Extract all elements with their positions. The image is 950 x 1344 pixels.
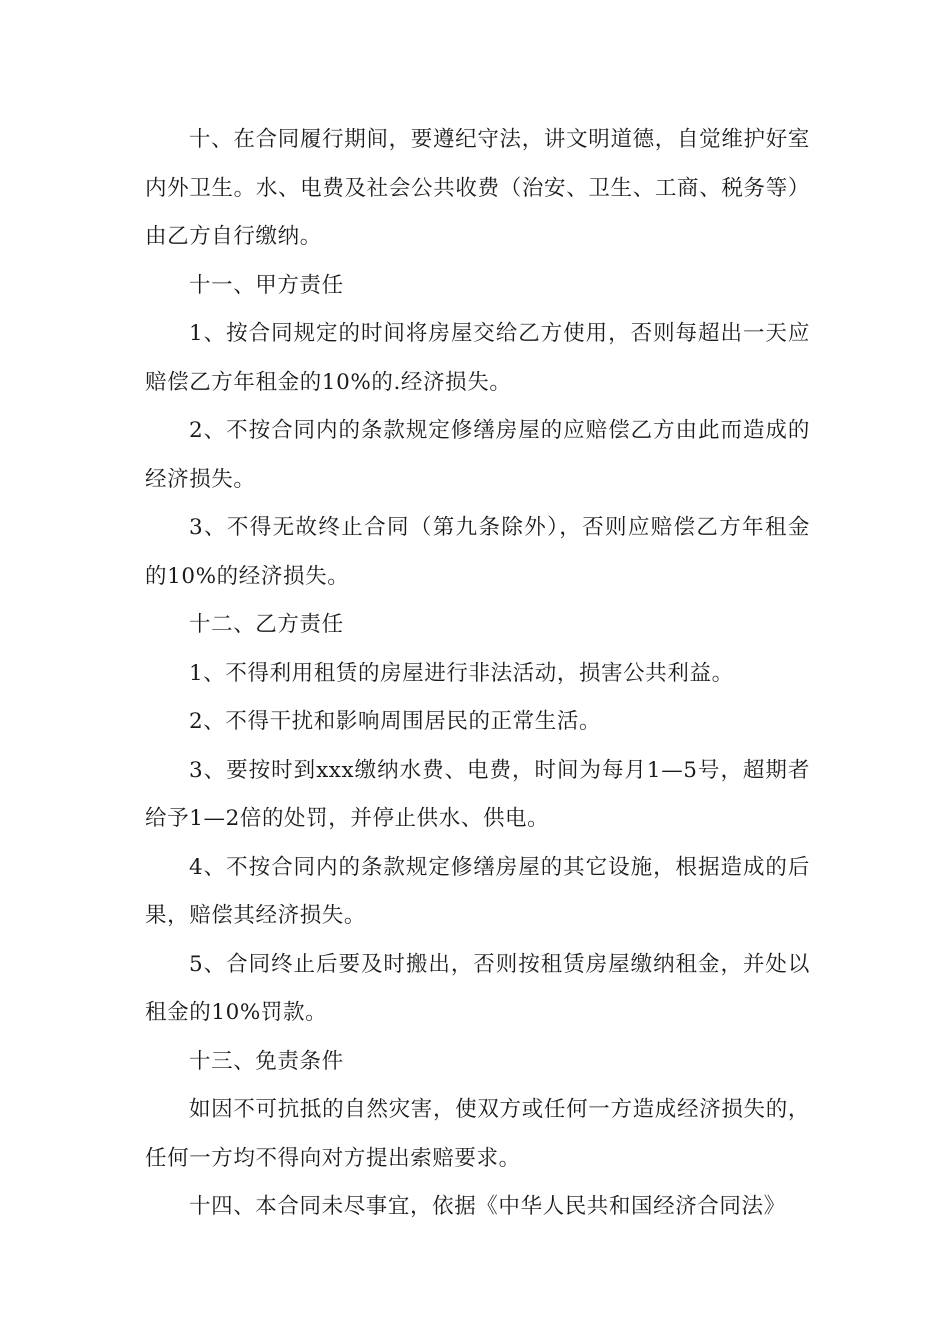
clause-12-item-5: 5、合同终止后要及时搬出，否则按租赁房屋缴纳租金，并处以租金的10%罚款。 <box>145 951 810 1025</box>
clause-13-heading: 十三、免责条件 <box>189 1048 344 1074</box>
clause-11-item-1: 1、按合同规定的时间将房屋交给乙方使用，否则每超出一天应赔偿乙方年租金的10%的.经济损失。 <box>145 321 810 395</box>
clause-13-paragraph: 如因不可抗抵的自然灾害，使双方或任何一方造成经济损失的，任何一方均不得向对方提出索赔要求。 <box>145 1097 810 1171</box>
clause-10-paragraph: 十、在合同履行期间，要遵纪守法，讲文明道德，自觉维护好室内外卫生。水、电费及社会公共收费（治安、卫生、工商、税务等）由乙方自行缴纳。 <box>145 127 810 249</box>
clause-11-item-2: 2、不按合同内的条款规定修缮房屋的应赔偿乙方由此而造成的经济损失。 <box>145 418 810 492</box>
clause-12-item-1: 1、不得利用租赁的房屋进行非法活动，损害公共利益。 <box>189 660 734 686</box>
clause-12-heading: 十二、乙方责任 <box>189 612 344 637</box>
clause-14-paragraph: 十四、本合同未尽事宜，依据《中华人民共和国经济合同法》 <box>189 1194 786 1219</box>
document-body <box>145 116 810 1232</box>
clause-12-item-2: 2、不得干扰和影响周围居民的正常生活。 <box>189 709 602 734</box>
clause-12-item-3: 3、要按时到xxx缴纳水费、电费，时间为每月1—5号，超期者给予1—2倍的处罚，并停止供水、供电。 <box>145 757 810 831</box>
clause-12-item-4: 4、不按合同内的条款规定修缮房屋的其它设施，根据造成的后果，赔偿其经济损失。 <box>145 854 810 928</box>
clause-11-heading: 十一、甲方责任 <box>189 272 344 298</box>
clause-11-item-3: 3、不得无故终止合同（第九条除外），否则应赔偿乙方年租金的10%的经济损失。 <box>145 515 810 589</box>
